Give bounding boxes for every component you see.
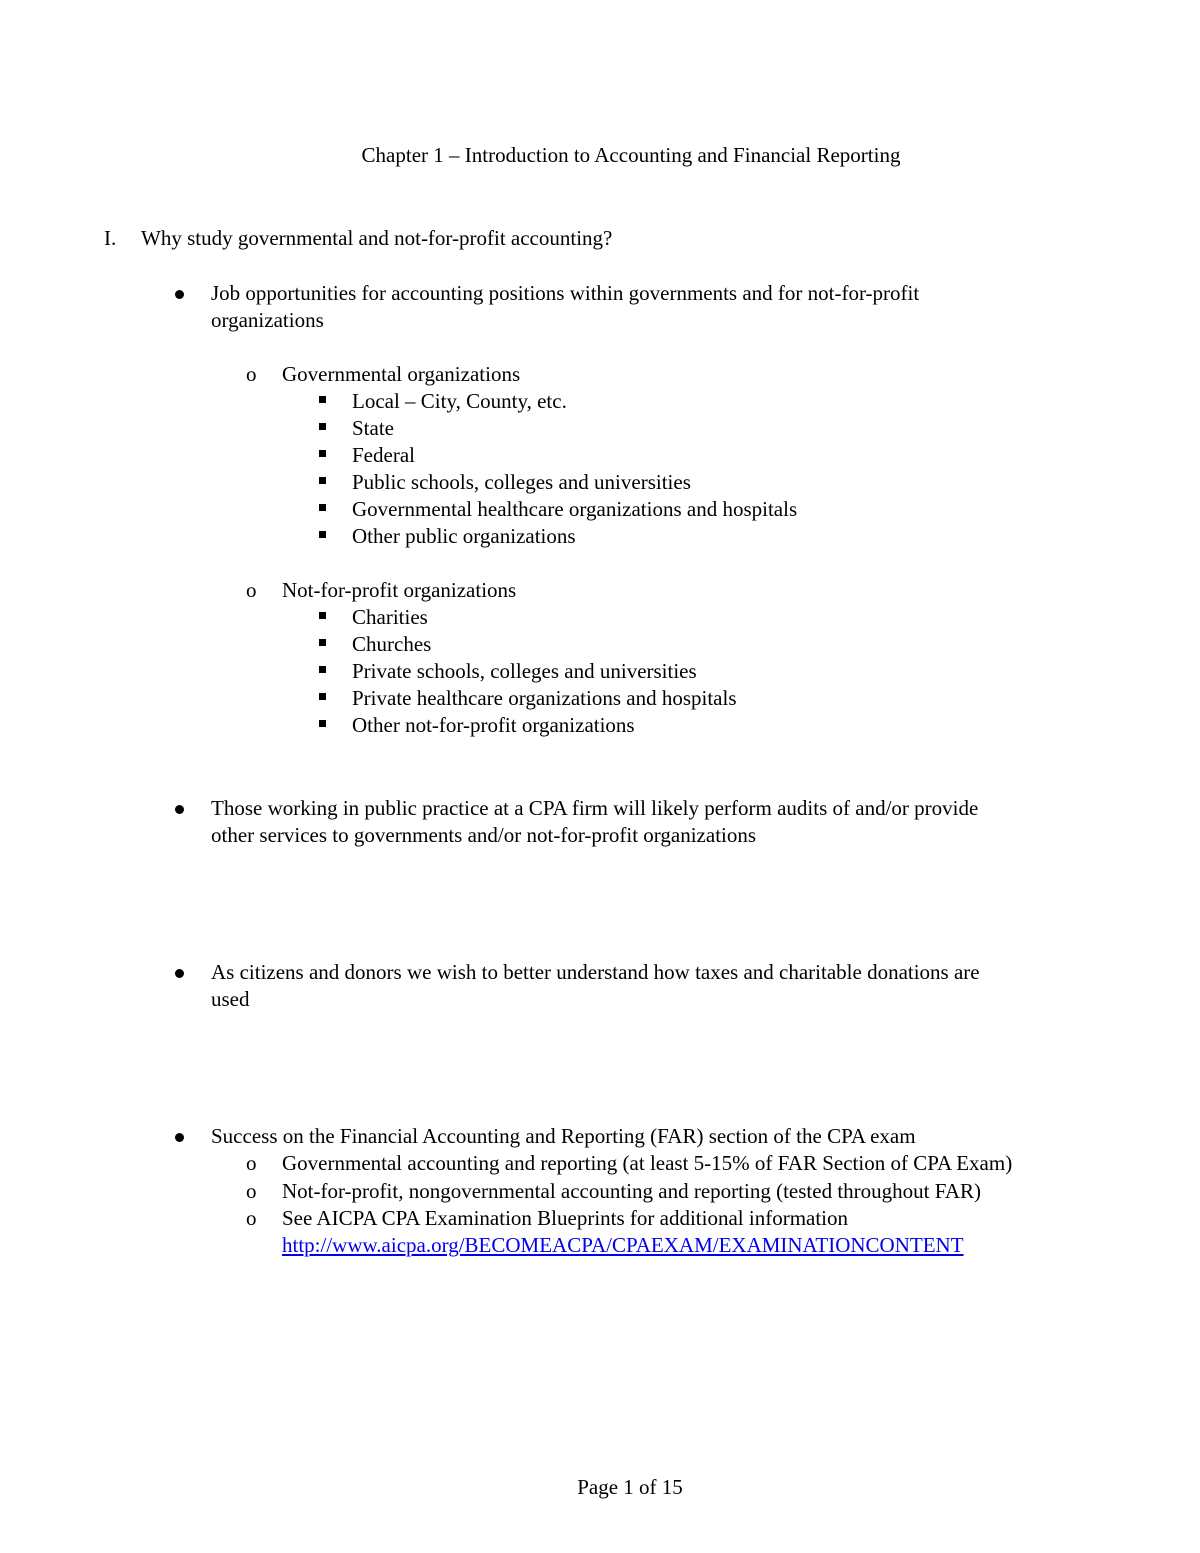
square-bullet-icon xyxy=(319,720,326,727)
circle-bullet-icon: o xyxy=(246,362,257,386)
bullet-text-line: Those working in public practice at a CPA firm will likely perform audits of and/or provide xyxy=(211,796,979,820)
sub-item: Governmental accounting and reporting (at least 5-15% of FAR Section of CPA Exam) xyxy=(282,1151,1013,1175)
bullet-text-line: other services to governments and/or not-for-profit organizations xyxy=(211,823,757,847)
list-item: Public schools, colleges and universities xyxy=(352,470,691,494)
square-bullet-icon xyxy=(319,504,326,511)
sub-item: Not-for-profit, nongovernmental accounting and reporting (tested throughout FAR) xyxy=(282,1179,982,1203)
section-marker: I. xyxy=(104,226,117,250)
page-number: Page 1 of 15 xyxy=(577,1475,683,1499)
bullet-dot-icon xyxy=(175,290,184,299)
list-item: Other public organizations xyxy=(352,524,576,548)
list-item: Federal xyxy=(352,443,415,467)
square-bullet-icon xyxy=(319,639,326,646)
square-bullet-icon xyxy=(319,396,326,403)
list-item: Governmental healthcare organizations and hospitals xyxy=(352,497,798,521)
circle-bullet-icon: o xyxy=(246,1179,257,1203)
circle-bullet-icon: o xyxy=(246,1206,257,1230)
square-bullet-icon xyxy=(319,423,326,430)
bullet-text-line: used xyxy=(211,987,250,1011)
list-item: Churches xyxy=(352,632,432,656)
square-bullet-icon xyxy=(319,477,326,484)
bullet-dot-icon xyxy=(175,1133,184,1142)
list-item: State xyxy=(352,416,394,440)
bullet-text-line: Success on the Financial Accounting and Reporting (FAR) section of the CPA exam xyxy=(211,1124,916,1148)
bullet-text-line: organizations xyxy=(211,308,324,332)
document-title: Chapter 1 – Introduction to Accounting and Financial Reporting xyxy=(361,143,901,167)
group-label: Not-for-profit organizations xyxy=(282,578,517,602)
sub-item: See AICPA CPA Examination Blueprints for additional information xyxy=(282,1206,849,1230)
square-bullet-icon xyxy=(319,612,326,619)
list-item: Charities xyxy=(352,605,428,629)
square-bullet-icon xyxy=(319,450,326,457)
square-bullet-icon xyxy=(319,693,326,700)
square-bullet-icon xyxy=(319,531,326,538)
list-item: Private healthcare organizations and hospitals xyxy=(352,686,737,710)
circle-bullet-icon: o xyxy=(246,1151,257,1175)
section-heading: Why study governmental and not-for-profit accounting? xyxy=(141,226,613,250)
bullet-dot-icon xyxy=(175,805,184,814)
bullet-dot-icon xyxy=(175,969,184,978)
circle-bullet-icon: o xyxy=(246,578,257,602)
bullet-text-line: As citizens and donors we wish to better understand how taxes and charitable donations are xyxy=(211,960,980,984)
list-item: Private schools, colleges and universities xyxy=(352,659,697,683)
bullet-text-line: Job opportunities for accounting positions within governments and for not-for-profit xyxy=(211,281,920,305)
list-item: Other not-for-profit organizations xyxy=(352,713,635,737)
group-label: Governmental organizations xyxy=(282,362,521,386)
square-bullet-icon xyxy=(319,666,326,673)
aicpa-blueprints-link[interactable]: http://www.aicpa.org/BECOMEACPA/CPAEXAM/EXAMINATIONCONTENT xyxy=(282,1233,964,1257)
list-item: Local – City, County, etc. xyxy=(352,389,567,413)
